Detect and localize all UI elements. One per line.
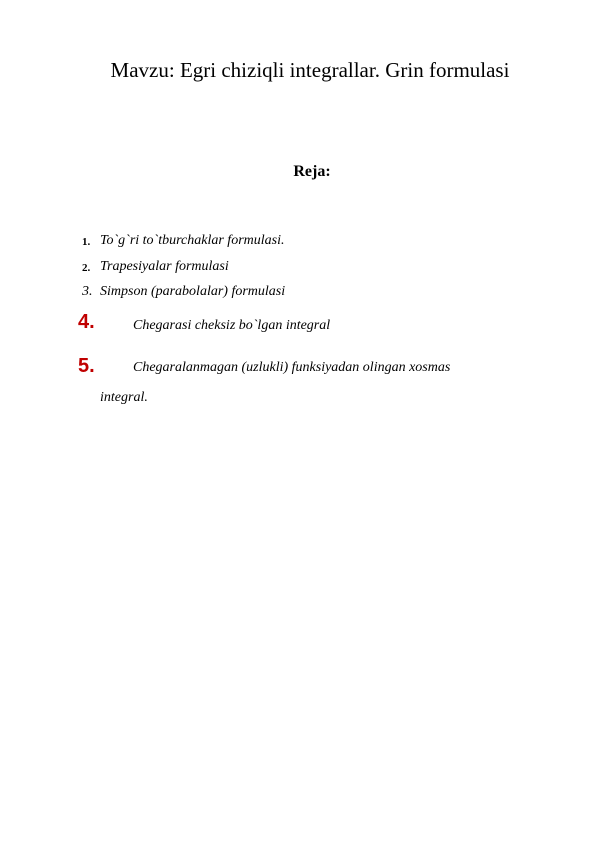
list-item-text: Trapesiyalar formulasi: [100, 259, 229, 274]
list-item-text: Simpson (parabolalar) formulasi: [100, 284, 286, 299]
list-item-number: 1.: [82, 236, 91, 248]
list-item-number: 2.: [82, 262, 91, 274]
list-item-text: Chegarasi cheksiz bo`lgan integral: [133, 318, 331, 333]
page-title: Mavzu: Egri chiziqli integrallar. Grin formulasi: [110, 58, 510, 82]
list-item-number: 3.: [82, 284, 93, 299]
list-item-text: Chegaralanmagan (uzlukli) funksiyadan olingan xosmas: [133, 360, 451, 375]
list-item-number: 5.: [78, 355, 95, 377]
list-item-text: To`g`ri to`tburchaklar formulasi.: [100, 233, 285, 248]
list-item-text-continuation: integral.: [100, 390, 148, 405]
plan-heading: Reja:: [293, 163, 331, 180]
list-item-number: 4.: [78, 311, 95, 333]
